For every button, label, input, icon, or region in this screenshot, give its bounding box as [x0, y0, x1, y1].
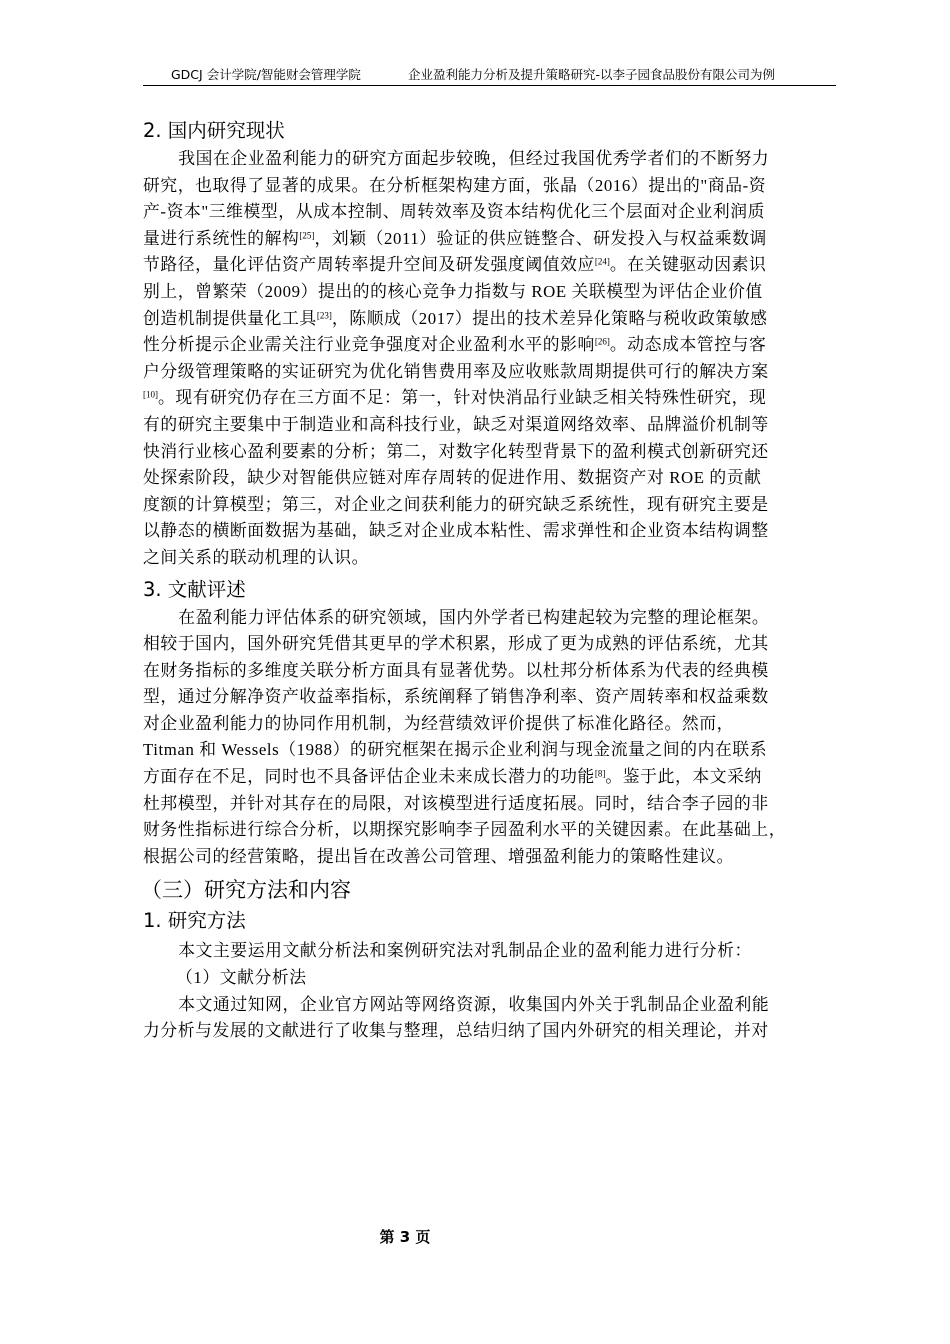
text-line: 之间关系的联动机理的认识。 [143, 547, 369, 567]
running-header [143, 66, 836, 86]
text-line: [10]。现有研究仍存在三方面不足：第一，针对快消品行业缺乏相关特殊性研究，现 [143, 388, 767, 408]
paragraph-literature-analysis [143, 992, 843, 1045]
citation-ref: [8] [594, 768, 606, 779]
text-line: 节路径，量化评估资产周转率提升空间及研发强度阈值效应[24]。在关键驱动因素识 [143, 255, 767, 275]
header-institution: GDCJ 会计学院/智能财会管理学院 [171, 67, 361, 82]
section-heading-research-methods: 1. 研究方法 [143, 909, 246, 933]
text-line: Titman 和 Wessels（1988）的研究框架在揭示企业利润与现金流量之间的内在联系 [143, 740, 768, 760]
citation-ref: [25] [299, 230, 315, 241]
text-line: 力分析与发展的文献进行了收集与整理，总结归纳了国内外研究的相关理论，并对 [143, 1021, 769, 1041]
text-line: 以静态的横断面数据为基础，缺乏对企业成本粘性、需求弹性和企业资本结构调整 [143, 521, 769, 541]
text-line: 在财务指标的多维度关联分析方面具有显著优势。以杜邦分析体系为代表的经典模 [143, 660, 769, 680]
page-number [0, 1226, 950, 1247]
text-line: 度额的计算模型；第三，对企业之间获利能力的研究缺乏系统性，现有研究主要是 [143, 494, 769, 514]
part-heading-methods-content: （三）研究方法和内容 [141, 878, 351, 903]
text-line: 创造机制提供量化工具[23]，陈顺成（2017）提出的技术差异化策略与税收政策敏感 [143, 308, 768, 328]
paragraph-methods-intro: 本文主要运用文献分析法和案例研究法对乳制品企业的盈利能力进行分析： [178, 941, 752, 961]
text-line: 性分析提示企业需关注行业竞争强度对企业盈利水平的影响[26]。动态成本管控与客 [143, 335, 767, 355]
text-line: 本文通过知网，企业官方网站等网络资源，收集国内外关于乳制品企业盈利能 [178, 994, 770, 1014]
text-line: 研究，也取得了显著的成果。在分析框架构建方面，张晶（2016）提出的"商品-资 [143, 175, 767, 195]
citation-ref: [26] [594, 336, 610, 347]
text-line: 型，通过分解净资产收益率指标，系统阐释了销售净利率、资产周转率和权益乘数 [143, 687, 769, 707]
text-line: 快消行业核心盈利要素的分析；第二，对数字化转型背景下的盈利模式创新研究还 [143, 441, 769, 461]
text-line: 根据公司的经营策略，提出旨在改善公司管理、增强盈利能力的策略性建议。 [143, 846, 734, 866]
paragraph-domestic-research [143, 146, 843, 572]
section-heading-literature-review: 3. 文献评述 [143, 577, 246, 601]
page-content [143, 116, 843, 1045]
text-line: 户分级管理策略的实证研究为优化销售费用率及应收账款周期提供可行的解决方案 [143, 361, 769, 381]
section-heading-domestic-research: 2. 国内研究现状 [143, 119, 285, 142]
paragraph-literature-review [143, 605, 843, 871]
page-number-label: 第 3 页 [379, 1228, 431, 1246]
citation-ref: [10] [143, 389, 158, 400]
header-thesis-title: 企业盈利能力分析及提升策略研究-以李子园食品股份有限公司为例 [408, 67, 776, 82]
text-line: 杜邦模型，并针对其存在的局限，对该模型进行适度拓展。同时，结合李子园的非 [143, 793, 769, 813]
citation-ref: [23] [316, 310, 332, 321]
text-line: 有的研究主要集中于制造业和高科技行业，缺乏对渠道网络效率、品牌溢价机制等 [143, 414, 769, 434]
text-line: 对企业盈利能力的协同作用机制，为经营绩效评价提供了标准化路径。然而， [143, 713, 734, 733]
text-line: 产-资本"三维模型，从成本控制、周转效率及资本结构优化三个层面对企业利润质 [143, 202, 765, 222]
text-line: 我国在企业盈利能力的研究方面起步较晚，但经过我国优秀学者们的不断努力 [178, 149, 770, 168]
text-line: 相较于国内，国外研究凭借其更早的学术积累，形成了更为成熟的评估系统，尤其 [143, 634, 769, 654]
text-line: 方面存在不足，同时也不具备评估企业未来成长潜力的功能[8]。鉴于此，本文采纳 [143, 767, 762, 787]
text-line: 在盈利能力评估体系的研究领域，国内外学者已构建起较为完整的理论框架。 [178, 607, 770, 627]
text-line: 别上，曾繁荣（2009）提出的的核心竞争力指数与 ROE 关联模型为评估企业价值 [143, 281, 763, 301]
citation-ref: [24] [594, 256, 610, 267]
text-line: 财务性指标进行综合分析，以期探究影响李子园盈利水平的关键因素。在此基础上， [143, 820, 787, 840]
text-line: 处探索阶段，缺少对智能供应链对库存周转的促进作用、数据资产对 ROE 的贡献 [143, 468, 762, 488]
text-line: 量进行系统性的解构[25]，刘颖（2011）验证的供应链整合、研发投入与权益乘数调 [143, 228, 767, 248]
method-item-literature-analysis: （1）文献分析法 [176, 968, 307, 988]
